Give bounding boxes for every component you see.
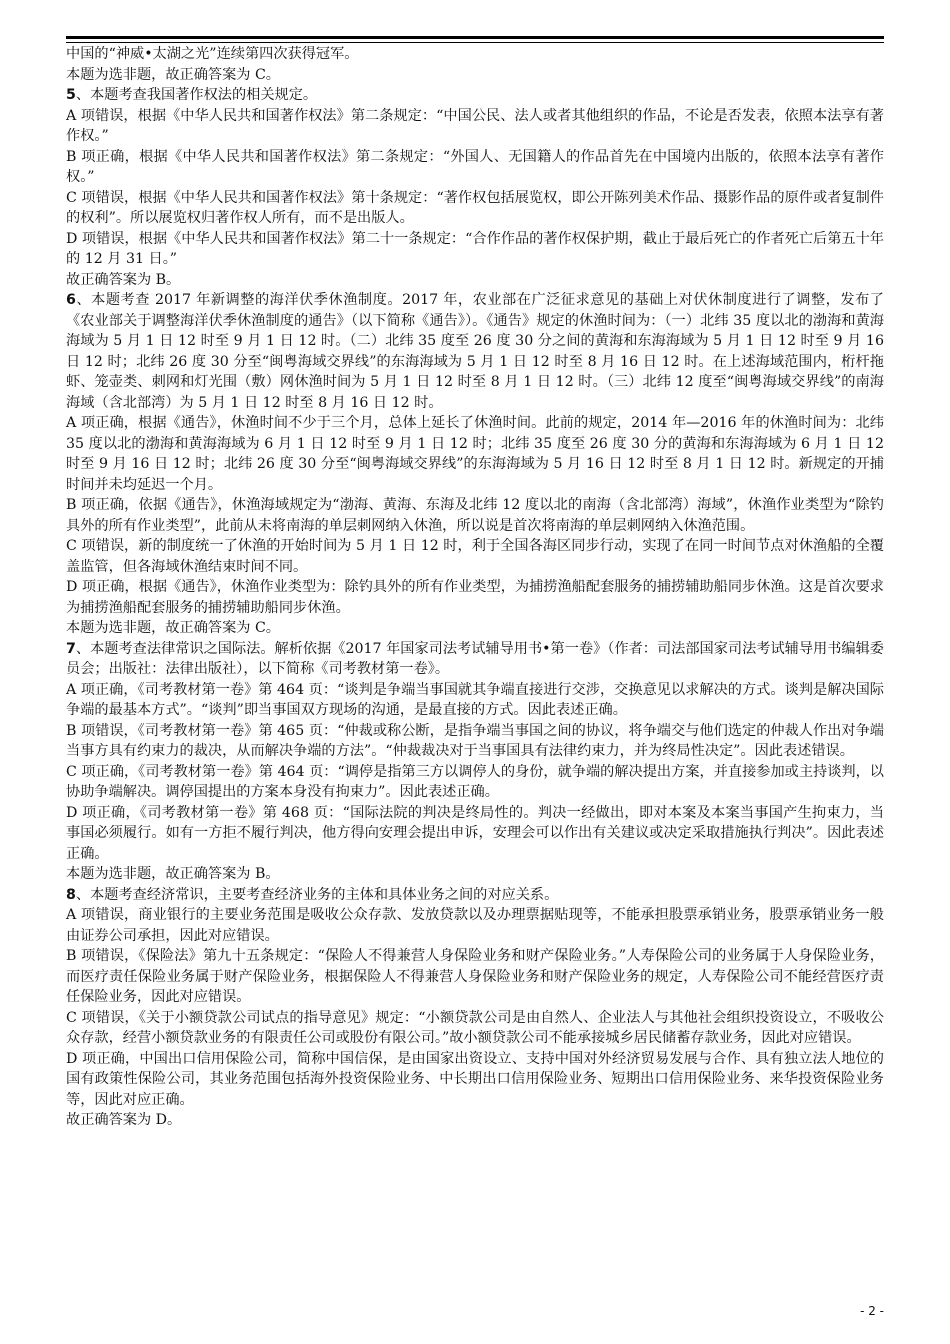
paragraph: D 项错误，根据《中华人民共和国著作权法》第二十一条规定：“合作作品的著作权保护期，截止于最后死亡的作者死亡后第五十年的 12 月 31 日。” — [66, 230, 884, 267]
paragraph: 本题为选非题，故正确答案为 B。 — [66, 866, 280, 882]
paragraph: A 项错误，根据《中华人民共和国著作权法》第二条规定：“中国公民、法人或者其他组织的作品，不论是否发表，依照本法享有著作权。” — [66, 107, 884, 144]
question-heading: 7、本题考查法律常识之国际法。解析依据《2017 年国家司法考试辅导用书•第一卷》（作者：司法部国家司法考试辅导用书编辑委员会；出版社：法律出版社），以下简称《司考教材第一卷》。 — [66, 640, 884, 677]
paragraph: D 项正确，《司考教材第一卷》第 468 页：“国际法院的判决是终局性的。判决一经做出，即对本案及本案当事国产生拘束力，当事国必须履行。如有一方拒不履行判决，他方得向安理会提出申诉，安理会可以作出有关建议或决定采取措施执行判决”。因此表述正确。 — [66, 804, 884, 862]
paragraph: D 项正确，中国出口信用保险公司，简称中国信保，是由国家出资设立、支持中国对外经济贸易发展与合作、具有独立法人地位的国有政策性保险公司，其业务范围包括海外投资保险业务、中长期出口信用保险业务、短期出口信用保险业务、来华投资保险业务等，因此对应正确。 — [66, 1050, 884, 1108]
paragraph: B 项错误，《司考教材第一卷》第 465 页：“仲裁或称公断，是指争端当事国之间的协议，将争端交与他们选定的仲裁人作出对争端当事方具有约束力的裁决，从而解决争端的方法”。“仲裁裁决对于当事国具有法律约束力，并为终局性决定”。因此表述错误。 — [66, 722, 884, 759]
question-heading: 6、本题考查 2017 年新调整的海洋伏季休渔制度。2017 年，农业部在广泛征求意见的基础上对伏休制度进行了调整，发布了《农业部关于调整海洋伏季休渔制度的通告》（以下简称《通告》）。《通告》规定的休渔时间为：（一）北纬 35 度以北的渤海和黄海海域为 5 月 1 日 12 时至 9 月 1 日 12 时。（二）北纬 35 度至 26 度 30 分之间的黄海和东海海域为 5 月 1 日 12 时至 9 月 16 日 12 时；北纬 26 度 30 分至“闽粤海域交界线”的东海海域为 5 月 1 日 12 时至 8 月 16 日 12 时。在上述海域范围内，桁杆拖虾、笼壶类、刺网和灯光围（敷）网休渔时间为 5 月 1 日 12 时至 8 月 1 日 12 时。（三）北纬 12 度至“闽粤海域交界线”的南海海域（含北部湾）为 5 月 1 日 12 时至 8 月 16 日 12 时。 — [66, 292, 884, 411]
page-number: - 2 - — [860, 1304, 884, 1318]
paragraph: D 项正确，根据《通告》，休渔作业类型为：除钓具外的所有作业类型，为捕捞渔船配套服务的捕捞辅助船同步休渔。这是首次要求为捕捞渔船配套服务的捕捞辅助船同步休渔。 — [66, 579, 884, 616]
paragraph: C 项正确，《司考教材第一卷》第 464 页：“调停是指第三方以调停人的身份，就争端的解决提出方案，并直接参加或主持谈判，以协助争端解决。调停国提出的方案本身没有拘束力”。因此表述正确。 — [66, 763, 884, 800]
question-number: 8 — [66, 886, 76, 903]
paragraph: C 项错误，新的制度统一了休渔的开始时间为 5 月 1 日 12 时，利于全国各海区同步行动，实现了在同一时间节点对休渔船的全覆盖监管，但各海域休渔结束时间不同。 — [66, 538, 884, 575]
question-heading: 5、本题考查我国著作权法的相关规定。 — [66, 87, 318, 103]
question-number: 7 — [66, 640, 76, 657]
question-number: 6 — [66, 292, 76, 308]
paragraph: B 项正确，根据《中华人民共和国著作权法》第二条规定：“外国人、无国籍人的作品首先在中国境内出版的，依照本法享有著作权。” — [66, 148, 884, 185]
paragraph: B 项错误，《保险法》第九十五条规定：“保险人不得兼营人身保险业务和财产保险业务。”人寿保险公司的业务属于人身保险业务，而医疗责任保险业务属于财产保险业务，根据保险人不得兼营人身保险业务和财产保险业务的规定，人寿保险公司不能经营医疗责任保险业务，因此对应错误。 — [66, 948, 884, 1005]
paragraph: C 项错误，《关于小额贷款公司试点的指导意见》规定：“小额贷款公司是由自然人、企业法人与其他社会组织投资设立，不吸收公众存款，经营小额贷款业务的有限责任公司或股份有限公司。”故小额贷款公司不能承接城乡居民储蓄存款业务，因此对应错误。 — [66, 1009, 884, 1046]
header-rule-thin — [66, 42, 884, 43]
paragraph: 本题为选非题，故正确答案为 C。 — [66, 620, 280, 636]
document-body — [66, 44, 884, 1131]
paragraph: C 项错误，根据《中华人民共和国著作权法》第十条规定：“著作权包括展览权，即公开陈列美术作品、摄影作品的原件或者复制件的权利”。所以展览权归著作权人所有，而不是出版人。 — [66, 189, 884, 226]
question-heading: 8、本题考查经济常识，主要考查经济业务的主体和具体业务之间的对应关系。 — [66, 886, 559, 903]
paragraph: 故正确答案为 D。 — [66, 1112, 182, 1128]
paragraph: 中国的“神威•太湖之光”连续第四次获得冠军。 — [66, 46, 359, 62]
paragraph: 本题为选非题，故正确答案为 C。 — [66, 66, 280, 83]
paragraph: B 项正确，依据《通告》，休渔海域规定为“渤海、黄海、东海及北纬 12 度以北的南海（含北部湾）海域”，休渔作业类型为“除钓具外的所有作业类型”，此前从未将南海的单层刺网纳入休渔，所以说是首次将南海的单层刺网纳入休渔范围。 — [66, 497, 884, 534]
paragraph: A 项错误，商业银行的主要业务范围是吸收公众存款、发放贷款以及办理票据贴现等，不能承担股票承销业务，股票承销业务一般由证券公司承担，因此对应错误。 — [66, 907, 884, 944]
paragraph: A 项正确，《司考教材第一卷》第 464 页：“谈判是争端当事国就其争端直接进行交涉，交换意见以求解决的方式。谈判是解决国际争端的最基本方式”。“谈判”即当事国双方现场的沟通，是最直接的方式。因此表述正确。 — [66, 681, 884, 718]
paragraph: 故正确答案为 B。 — [66, 271, 181, 288]
question-number: 5 — [66, 87, 76, 103]
header-rule-thick — [66, 36, 884, 39]
paragraph: A 项正确，根据《通告》，休渔时间不少于三个月，总体上延长了休渔时间。此前的规定，2014 年—2016 年的休渔时间为：北纬 35 度以北的渤海和黄海海域为 6 月 1 日 12 时至 9 月 1 日 12 时；北纬 35 度至 26 度 30 分的黄海和东海海域为 6 月 1 日 12 时至 9 月 16 日 12 时；北纬 26 度 30 分至“闽粤海域交界线”的东海海域为 5 月 16 日 12 时至 8 月 1 日 12 时。新规定的开捕时间并未均延迟一个月。 — [66, 415, 884, 493]
